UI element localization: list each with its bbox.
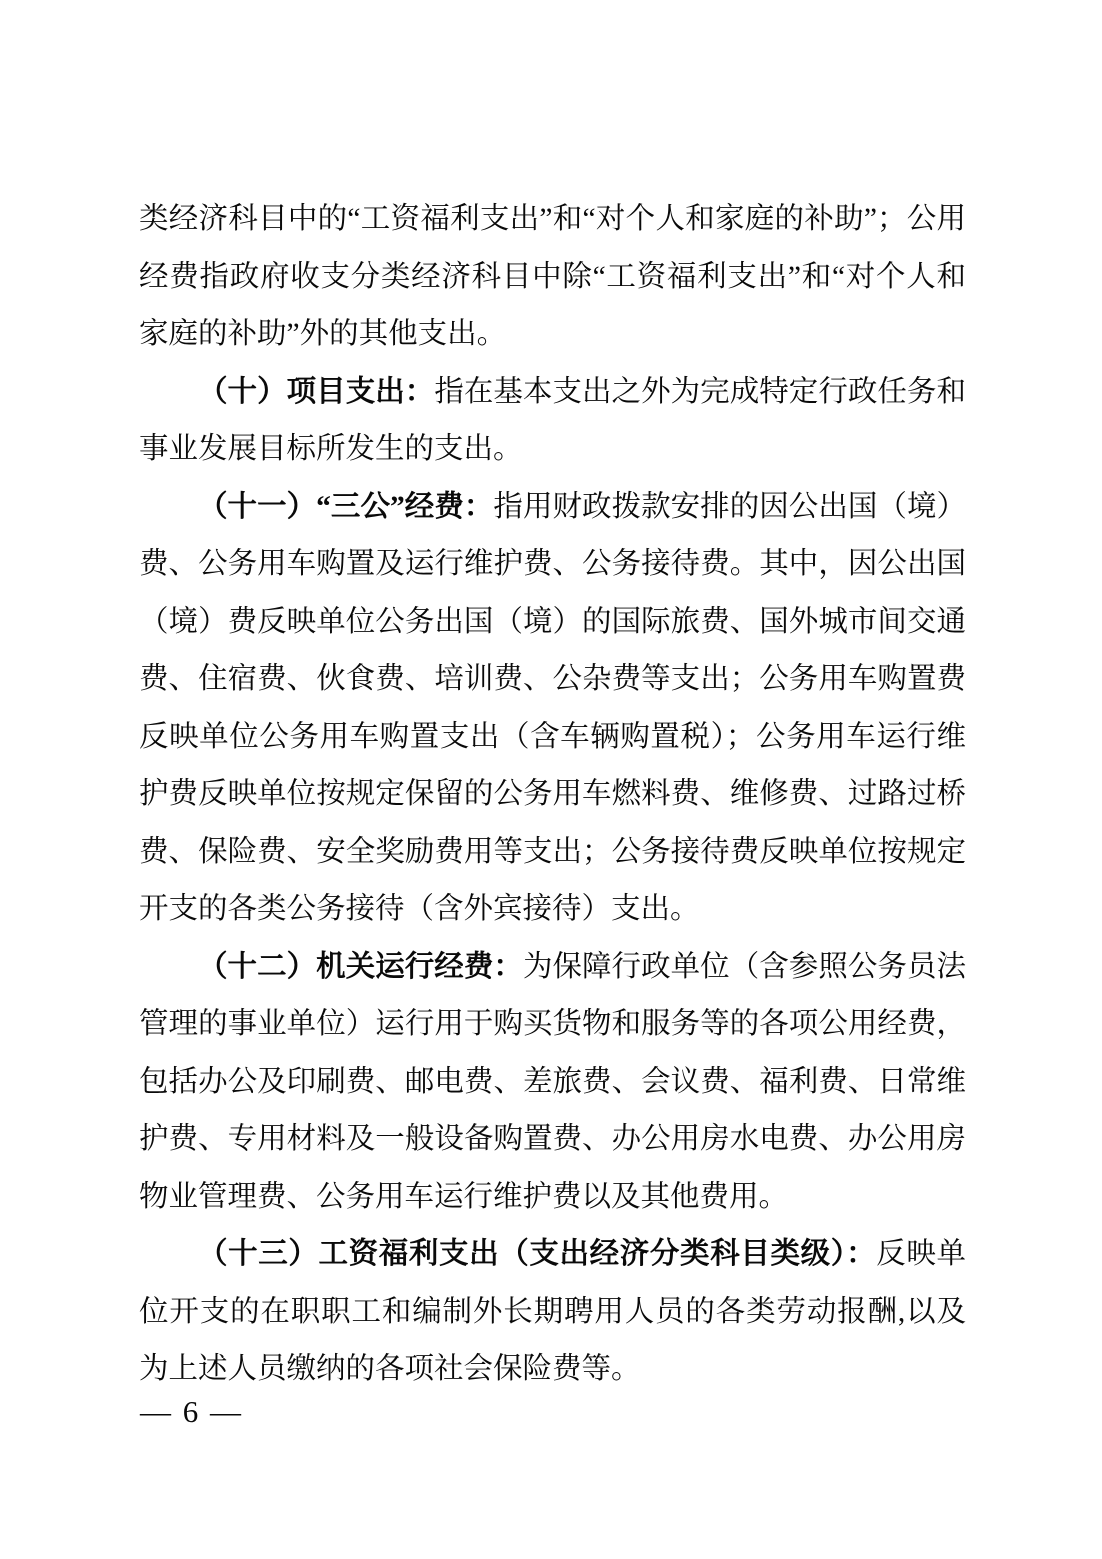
paragraph-head: （十）项目支出： bbox=[198, 375, 435, 408]
paragraph-body: 类经济科目中的“工资福利支出”和“对个人和家庭的补助”；公用经费指政府收支分类经济科目中除“工资福利支出”和“对个人和家庭的补助”外的其他支出。 bbox=[139, 203, 966, 350]
paragraph-item-twelve bbox=[139, 939, 966, 1227]
paragraph-item-eleven bbox=[139, 479, 966, 939]
paragraph-item-thirteen bbox=[139, 1226, 966, 1399]
paragraph-continuation bbox=[139, 191, 966, 364]
paragraph-head: （十一）“三公”经费： bbox=[198, 490, 494, 523]
text-block bbox=[139, 191, 966, 1399]
paragraph-item-ten bbox=[139, 364, 966, 479]
paragraph-body: 指用财政拨款安排的因公出国（境）费、公务用车购置及运行维护费、公务接待费。其中，因公出国（境）费反映单位公务出国（境）的国际旅费、国外城市间交通费、住宿费、伙食费、培训费、公杂费等支出；公务用车购置费反映单位公务用车购置支出（含车辆购置税）；公务用车运行维护费反映单位按规定保留的公务用车燃料费、维修费、过路过桥费、保险费、安全奖励费用等支出；公务接待费反映单位按规定开支的各类公务接待（含外宾接待）支出。 bbox=[139, 490, 966, 925]
paragraph-body: 为保障行政单位（含参照公务员法管理的事业单位）运行用于购买货物和服务等的各项公用经费，包括办公及印刷费、邮电费、差旅费、会议费、福利费、日常维护费、专用材料及一般设备购置费、办公用房水电费、办公用房物业管理费、公务用车运行维护费以及其他费用。 bbox=[139, 950, 966, 1213]
paragraph-body: 反映单位开支的在职职工和编制外长期聘用人员的各类劳动报酬,以及为上述人员缴纳的各项社会保险费等。 bbox=[139, 1238, 966, 1385]
paragraph-body: 指在基本支出之外为完成特定行政任务和事业发展目标所发生的支出。 bbox=[139, 375, 966, 465]
paragraph-head: （十三）工资福利支出（支出经济分类科目类级）： bbox=[198, 1238, 877, 1270]
paragraph-head: （十二）机关运行经费： bbox=[198, 950, 523, 983]
page-number: — 6 — bbox=[140, 1394, 243, 1429]
